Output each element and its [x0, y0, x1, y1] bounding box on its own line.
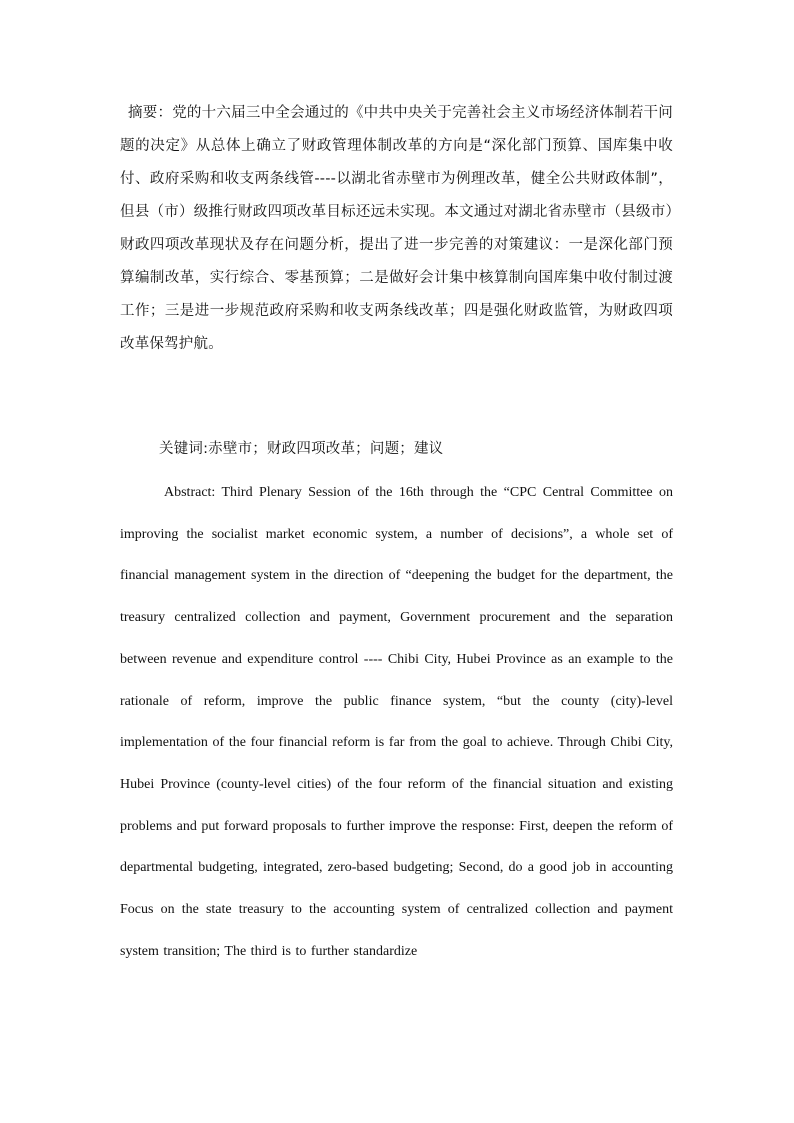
chinese-abstract: 摘要：党的十六届三中全会通过的《中共中央关于完善社会主义市场经济体制若干问题的决定》从总体上确立了财政管理体制改革的方向是“深化部门预算、国库集中收付、政府采购和收支两条线管----以湖北省赤壁市为例理改革，健全公共财政体制”，但县（市）级推行财政四项改革目标还远未实现。本文通过对湖北省赤壁市（县级市）财政四项改革现状及存在问题分析，提出了进一步完善的对策建议：一是深化部门预算编制改革，实行综合、零基预算；二是做好会计集中核算制向国库集中收付制过渡工作；三是进一步规范政府采购和收支两条线改革；四是强化财政监管，为财政四项改革保驾护航。	[120, 105, 673, 352]
english-abstract: Abstract: Third Plenary Session of the 16th through the “CPC Central Committee on improving the socialist market economic system, a number of decisions”, a whole set of financial management system in the direction of “deepening the budget for the department, the treasury centralized collection and payment, Government procurement and the separation between revenue and expenditure control ---- Chibi City, Hubei Province as an example to the rationale of reform, improve the public finance system, “but the county (city)-level implementation of the four financial reform is far from the goal to achieve. Through Chibi City, Hubei Province (county-level cities) of the four reform of the financial situation and existing problems and put forward proposals to further improve the response: First, deepen the reform of departmental budgeting, integrated, zero-based budgeting; Second, do a good job in accounting Focus on the state treasury to the accounting system of centralized collection and payment system transition; The third is to further standardize	[120, 485, 673, 959]
chinese-keywords: 关键词:赤壁市；财政四项改革；问题；建议	[159, 441, 444, 457]
